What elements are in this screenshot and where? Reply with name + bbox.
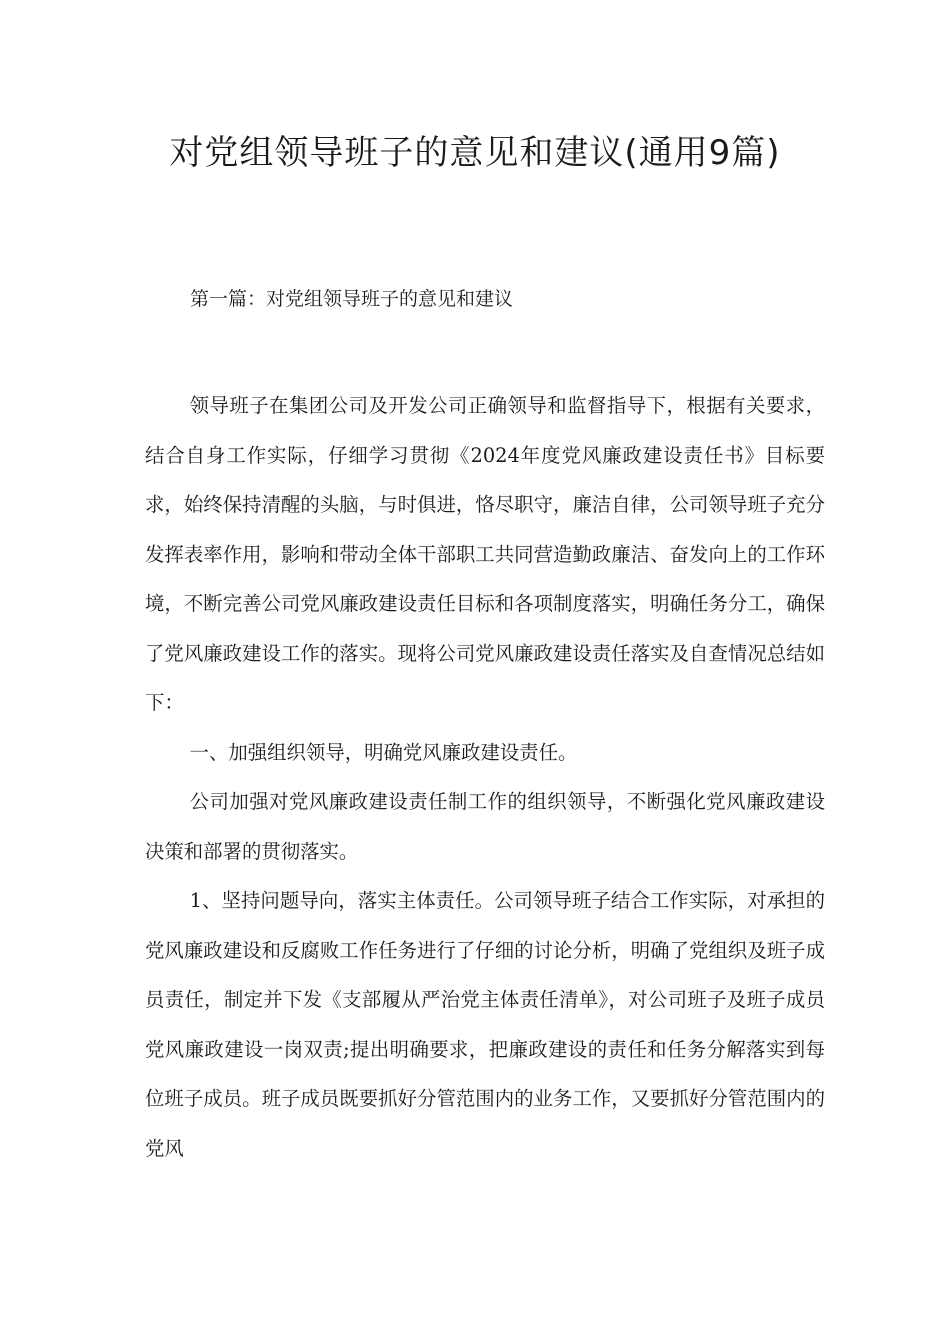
document-body (145, 381, 825, 1173)
paragraph: 一、加强组织领导，明确党风廉政建设责任。 (189, 740, 578, 764)
section-heading: 第一篇：对党组领导班子的意见和建议 (190, 288, 514, 310)
paragraph: 领导班子在集团公司及开发公司正确领导和监督指导下，根据有关要求，结合自身工作实际，仔细学习贯彻《2024年度党风廉政建设责任书》目标要求，始终保持清醒的头脑，与时俱进，恪尽职守，廉洁自律，公司领导班子充分发挥表率作用，影响和带动全体干部职工共同营造勤政廉洁、奋发向上的工作环境，不断完善公司党风廉政建设责任目标和各项制度落实，明确任务分工，确保了党风廉政建设工作的落实。现将公司党风廉政建设责任落实及自查情况总结如下： (145, 394, 825, 714)
paragraph: 公司加强对党风廉政建设责任制工作的组织领导，不断强化党风廉政建设决策和部署的贯彻落实。 (145, 790, 825, 863)
document-title: 对党组领导班子的意见和建议(通用9篇) (169, 133, 781, 173)
paragraph: 1、坚持问题导向，落实主体责任。公司领导班子结合工作实际，对承担的党风廉政建设和反腐败工作任务进行了仔细的讨论分析，明确了党组织及班子成员责任，制定并下发《支部履从严治党主体责任清单》，对公司班子及班子成员党风廉政建设一岗双责;提出明确要求，把廉政建设的责任和任务分解落实到每位班子成员。班子成员既要抓好分管范围内的业务工作，又要抓好分管范围内的党风 (145, 889, 825, 1160)
